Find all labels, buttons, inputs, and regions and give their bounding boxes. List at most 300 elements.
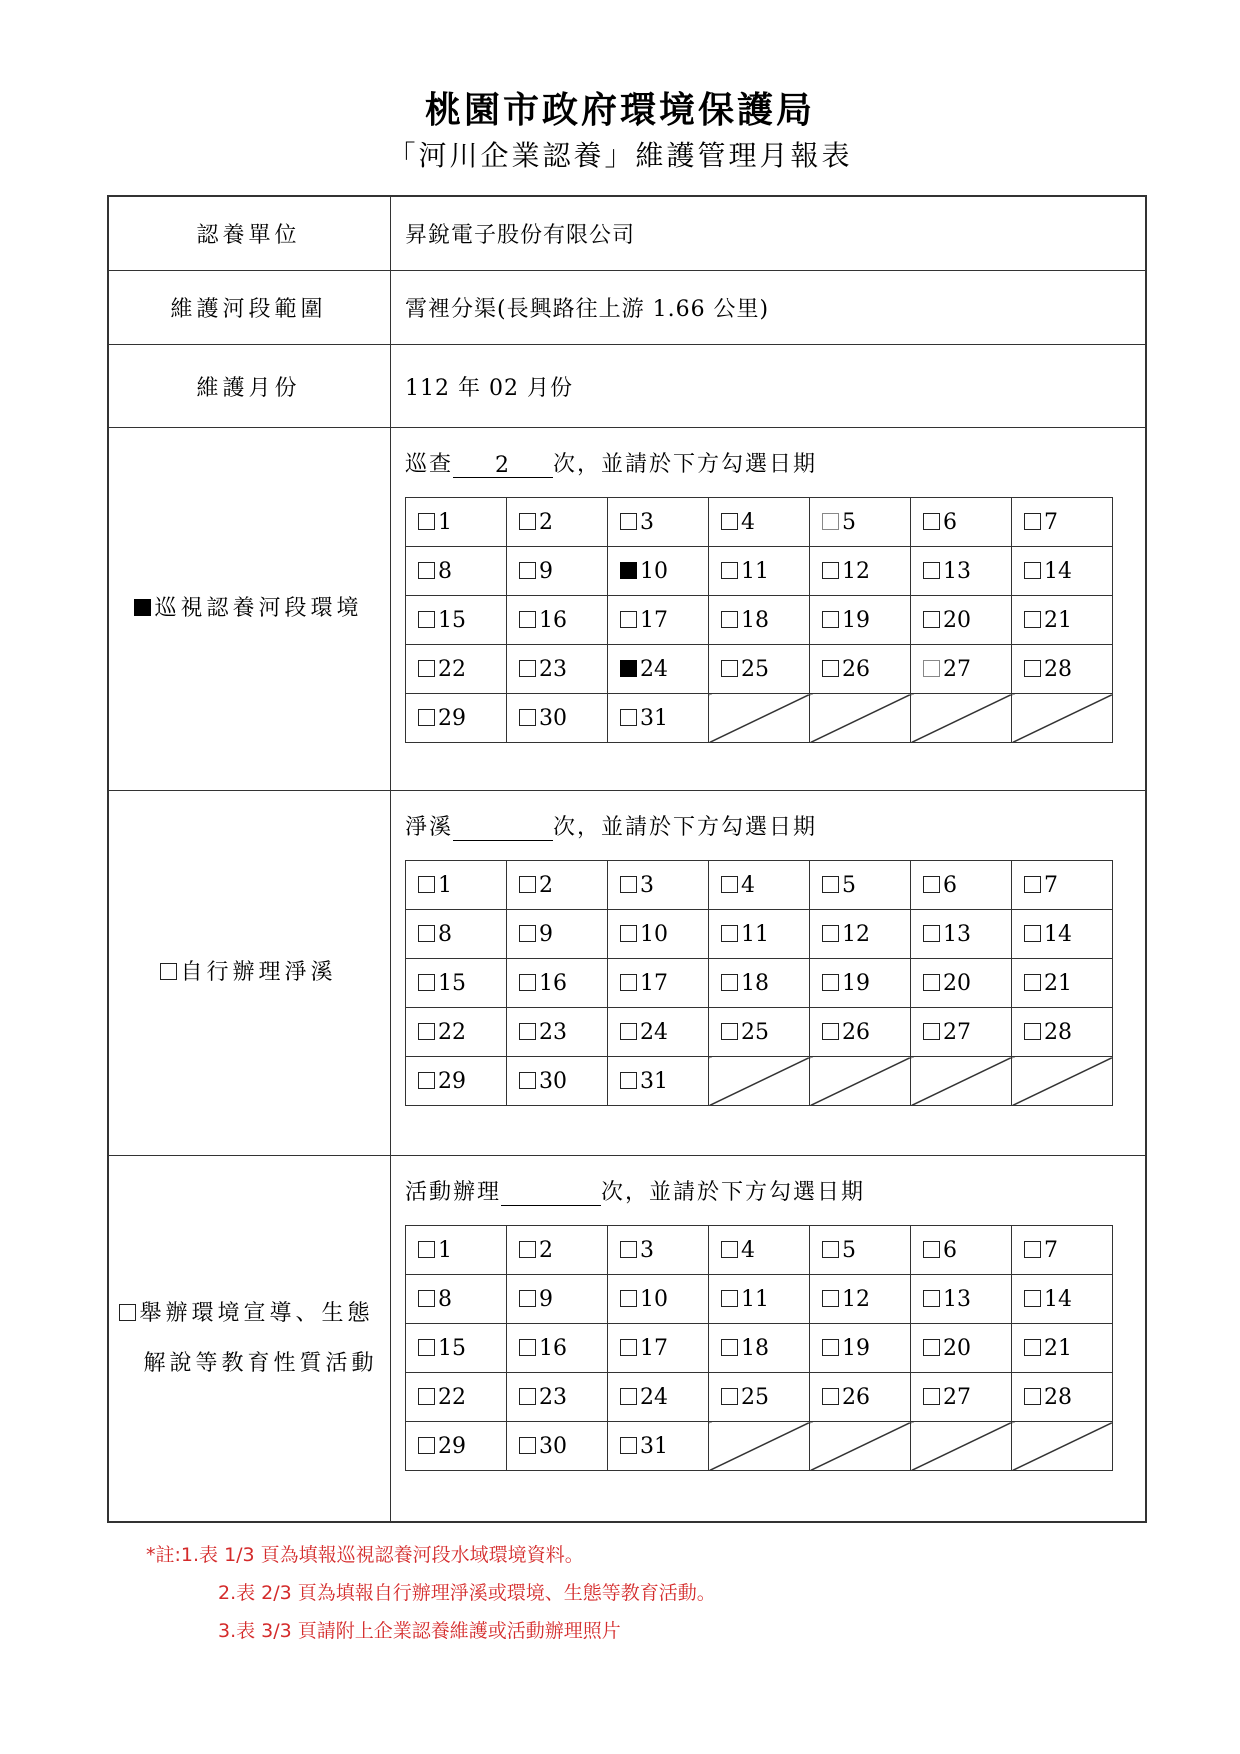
instr-prefix: 巡查 — [405, 452, 454, 477]
date-cell[interactable] — [810, 547, 911, 596]
empty-date-cell — [1012, 694, 1113, 743]
checkbox-icon[interactable] — [822, 974, 839, 991]
checkbox-icon[interactable] — [620, 1339, 637, 1356]
date-cell[interactable] — [1012, 645, 1113, 694]
date-cell[interactable] — [709, 1275, 810, 1324]
checkbox-icon[interactable] — [418, 974, 435, 991]
count-field[interactable]: 2 — [453, 453, 553, 478]
date-label: 22 — [438, 1019, 466, 1045]
checkbox-icon[interactable] — [1024, 611, 1041, 628]
checkbox-icon[interactable] — [519, 709, 536, 726]
date-label: 27 — [943, 1384, 971, 1410]
empty-date-cell — [810, 1057, 911, 1106]
date-cell[interactable] — [608, 1373, 709, 1422]
date-label: 12 — [842, 921, 870, 947]
date-cell[interactable] — [911, 498, 1012, 547]
date-label: 27 — [943, 656, 971, 682]
date-label: 3 — [640, 1237, 654, 1263]
date-cell[interactable] — [709, 596, 810, 645]
date-label: 19 — [842, 970, 870, 996]
date-cell[interactable] — [810, 1275, 911, 1324]
date-label: 12 — [842, 1286, 870, 1312]
checkbox-icon[interactable] — [620, 562, 637, 579]
date-cell[interactable] — [810, 1373, 911, 1422]
date-cell[interactable] — [709, 959, 810, 1008]
date-cell[interactable] — [911, 1275, 1012, 1324]
date-cell[interactable] — [1012, 547, 1113, 596]
date-grid-row — [406, 645, 1113, 694]
date-label: 18 — [741, 607, 769, 633]
checkbox-icon[interactable] — [418, 709, 435, 726]
checkbox-icon[interactable] — [519, 1437, 536, 1454]
page-title: 桃園市政府環境保護局 — [424, 89, 815, 131]
date-grid-row — [406, 1057, 1113, 1106]
checkbox-icon[interactable] — [160, 963, 177, 980]
adopting-unit-value[interactable]: 昇銳電子股份有限公司 — [405, 222, 636, 248]
date-grid-row — [406, 910, 1113, 959]
section-patrol-label — [107, 428, 390, 790]
date-grid — [405, 497, 1113, 743]
checkbox-icon[interactable] — [1024, 1290, 1041, 1307]
count-field[interactable] — [453, 816, 553, 841]
date-cell[interactable] — [608, 1275, 709, 1324]
checkbox-icon[interactable] — [1024, 562, 1041, 579]
date-label: 10 — [640, 1286, 668, 1312]
checkbox-icon[interactable] — [119, 1304, 136, 1321]
date-label: 16 — [539, 970, 567, 996]
checkbox-icon[interactable] — [519, 513, 536, 530]
checkbox-icon[interactable] — [519, 1388, 536, 1405]
date-cell[interactable] — [608, 547, 709, 596]
date-cell[interactable] — [507, 596, 608, 645]
checkbox-icon[interactable] — [620, 925, 637, 942]
date-cell[interactable] — [608, 1422, 709, 1471]
date-cell[interactable] — [507, 910, 608, 959]
section-cleanup-instruction — [405, 810, 817, 841]
date-label: 30 — [539, 1433, 567, 1459]
date-cell[interactable] — [911, 596, 1012, 645]
checkbox-icon[interactable] — [1024, 1339, 1041, 1356]
checkbox-icon[interactable] — [923, 1388, 940, 1405]
checkbox-icon[interactable] — [620, 974, 637, 991]
date-cell[interactable] — [709, 1008, 810, 1057]
date-cell[interactable] — [608, 498, 709, 547]
checkbox-icon[interactable] — [519, 974, 536, 991]
date-cell[interactable] — [911, 1226, 1012, 1275]
checkbox-icon[interactable] — [923, 974, 940, 991]
date-cell[interactable] — [709, 1324, 810, 1373]
date-label: 8 — [438, 558, 452, 584]
date-label: 24 — [640, 656, 668, 682]
date-grid-row — [406, 596, 1113, 645]
maintenance-month-value[interactable]: 112 年 02 月份 — [405, 375, 573, 401]
date-label: 11 — [741, 558, 769, 584]
footnote-2: 2.表 2/3 頁為填報自行辦理淨溪或環境、生態等教育活動。 — [218, 1582, 716, 1604]
checkbox-icon[interactable] — [519, 1241, 536, 1258]
date-label: 14 — [1044, 558, 1072, 584]
date-label: 30 — [539, 705, 567, 731]
date-cell[interactable] — [911, 1373, 1012, 1422]
checkbox-icon[interactable] — [822, 1290, 839, 1307]
checkbox-icon[interactable] — [923, 1339, 940, 1356]
date-cell[interactable] — [507, 547, 608, 596]
date-label: 17 — [640, 970, 668, 996]
date-cell[interactable] — [507, 1373, 608, 1422]
date-label: 25 — [741, 1019, 769, 1045]
date-cell[interactable] — [406, 547, 507, 596]
date-label: 26 — [842, 1019, 870, 1045]
empty-date-cell — [810, 1422, 911, 1471]
date-label: 9 — [539, 921, 553, 947]
checkbox-icon[interactable] — [519, 1072, 536, 1089]
checkbox-icon[interactable] — [822, 513, 839, 530]
section-activity-title-line2: 解說等教育性質活動 — [143, 1351, 378, 1376]
date-cell[interactable] — [709, 498, 810, 547]
date-cell[interactable] — [608, 861, 709, 910]
checkbox-icon[interactable] — [620, 1023, 637, 1040]
date-label: 15 — [438, 607, 466, 633]
section-activity-instruction — [405, 1175, 865, 1206]
date-label: 10 — [640, 558, 668, 584]
date-label: 11 — [741, 921, 769, 947]
date-cell[interactable] — [608, 1008, 709, 1057]
date-cell[interactable] — [406, 694, 507, 743]
date-cell[interactable] — [406, 1422, 507, 1471]
date-cell[interactable] — [709, 1226, 810, 1275]
date-label: 25 — [741, 1384, 769, 1410]
checkbox-icon[interactable] — [418, 1388, 435, 1405]
checkbox-icon[interactable] — [620, 660, 637, 677]
date-cell[interactable] — [810, 959, 911, 1008]
date-cell[interactable] — [810, 910, 911, 959]
checkbox-icon[interactable] — [721, 1388, 738, 1405]
date-cell[interactable] — [406, 645, 507, 694]
date-grid-row — [406, 861, 1113, 910]
date-cell[interactable] — [507, 1226, 608, 1275]
checkbox-icon[interactable] — [923, 876, 940, 893]
date-cell[interactable] — [608, 694, 709, 743]
date-cell[interactable] — [608, 596, 709, 645]
empty-date-cell — [810, 694, 911, 743]
date-label: 29 — [438, 705, 466, 731]
date-cell[interactable] — [406, 1226, 507, 1275]
date-grid — [405, 1225, 1113, 1471]
date-cell[interactable] — [1012, 1324, 1113, 1373]
date-cell[interactable] — [406, 1324, 507, 1373]
date-label: 6 — [943, 509, 957, 535]
instr-prefix: 淨溪 — [405, 815, 454, 840]
checkbox-icon[interactable] — [1024, 513, 1041, 530]
checkbox-icon[interactable] — [721, 1241, 738, 1258]
date-cell[interactable] — [608, 1226, 709, 1275]
checkbox-icon[interactable] — [418, 1023, 435, 1040]
checkbox-icon[interactable] — [822, 660, 839, 677]
checkbox-icon[interactable] — [822, 562, 839, 579]
date-label: 2 — [539, 1237, 553, 1263]
date-label: 21 — [1044, 970, 1072, 996]
checkbox-icon[interactable] — [134, 599, 151, 616]
checkbox-icon[interactable] — [519, 1023, 536, 1040]
checkbox-icon[interactable] — [923, 562, 940, 579]
date-label: 30 — [539, 1068, 567, 1094]
checkbox-icon[interactable] — [822, 925, 839, 942]
date-label: 2 — [539, 872, 553, 898]
date-cell[interactable] — [1012, 1008, 1113, 1057]
checkbox-icon[interactable] — [721, 611, 738, 628]
date-cell[interactable] — [911, 910, 1012, 959]
date-label: 12 — [842, 558, 870, 584]
checkbox-icon[interactable] — [418, 1339, 435, 1356]
checkbox-icon[interactable] — [721, 876, 738, 893]
date-cell[interactable] — [608, 959, 709, 1008]
date-cell[interactable] — [810, 596, 911, 645]
checkbox-icon[interactable] — [418, 660, 435, 677]
date-cell[interactable] — [406, 959, 507, 1008]
checkbox-icon[interactable] — [519, 1339, 536, 1356]
date-cell[interactable] — [1012, 959, 1113, 1008]
date-cell[interactable] — [507, 1057, 608, 1106]
section-cleanup-label — [107, 791, 390, 1155]
empty-date-cell — [1012, 1422, 1113, 1471]
checkbox-icon[interactable] — [822, 1241, 839, 1258]
date-cell[interactable] — [709, 910, 810, 959]
date-label: 28 — [1044, 1019, 1072, 1045]
date-label: 22 — [438, 1384, 466, 1410]
empty-date-cell — [709, 1057, 810, 1106]
date-cell[interactable] — [507, 1008, 608, 1057]
date-cell[interactable] — [911, 1324, 1012, 1373]
date-cell[interactable] — [911, 645, 1012, 694]
date-cell[interactable] — [911, 959, 1012, 1008]
checkbox-icon[interactable] — [519, 611, 536, 628]
date-label: 1 — [438, 1237, 452, 1263]
date-label: 5 — [842, 872, 856, 898]
checkbox-icon[interactable] — [519, 1290, 536, 1307]
date-grid-row — [406, 1422, 1113, 1471]
checkbox-icon[interactable] — [923, 611, 940, 628]
empty-date-cell — [709, 694, 810, 743]
date-cell[interactable] — [608, 645, 709, 694]
date-cell[interactable] — [1012, 1275, 1113, 1324]
checkbox-icon[interactable] — [822, 1339, 839, 1356]
checkbox-icon[interactable] — [822, 1023, 839, 1040]
date-label: 13 — [943, 921, 971, 947]
checkbox-icon[interactable] — [418, 562, 435, 579]
date-cell[interactable] — [911, 1008, 1012, 1057]
date-cell[interactable] — [1012, 498, 1113, 547]
empty-date-cell — [911, 694, 1012, 743]
checkbox-icon[interactable] — [519, 925, 536, 942]
adopting-unit-label: 認養單位 — [196, 222, 301, 248]
date-grid-row — [406, 1275, 1113, 1324]
date-cell[interactable] — [810, 1226, 911, 1275]
checkbox-icon[interactable] — [519, 562, 536, 579]
checkbox-icon[interactable] — [1024, 1023, 1041, 1040]
checkbox-icon[interactable] — [620, 876, 637, 893]
date-cell[interactable] — [810, 1324, 911, 1373]
empty-date-cell — [1012, 1057, 1113, 1106]
checkbox-icon[interactable] — [923, 1290, 940, 1307]
date-cell[interactable] — [1012, 910, 1113, 959]
checkbox-icon[interactable] — [620, 1290, 637, 1307]
date-label: 17 — [640, 1335, 668, 1361]
date-label: 10 — [640, 921, 668, 947]
date-cell[interactable] — [608, 1324, 709, 1373]
date-label: 24 — [640, 1019, 668, 1045]
checkbox-icon[interactable] — [418, 611, 435, 628]
date-label: 1 — [438, 509, 452, 535]
date-cell[interactable] — [810, 645, 911, 694]
checkbox-icon[interactable] — [418, 925, 435, 942]
date-label: 24 — [640, 1384, 668, 1410]
date-label: 3 — [640, 509, 654, 535]
date-grid-row — [406, 1226, 1113, 1275]
checkbox-icon[interactable] — [418, 876, 435, 893]
checkbox-icon[interactable] — [721, 1290, 738, 1307]
river-section-value[interactable]: 霄裡分渠(長興路往上游 1.66 公里) — [405, 297, 770, 322]
date-label: 20 — [943, 607, 971, 633]
checkbox-icon[interactable] — [620, 1241, 637, 1258]
checkbox-icon[interactable] — [923, 660, 940, 677]
date-label: 19 — [842, 607, 870, 633]
date-cell[interactable] — [406, 1057, 507, 1106]
checkbox-icon[interactable] — [923, 513, 940, 530]
checkbox-icon[interactable] — [620, 1437, 637, 1454]
date-cell[interactable] — [1012, 1226, 1113, 1275]
date-cell[interactable] — [507, 1422, 608, 1471]
date-label: 31 — [640, 1068, 668, 1094]
date-label: 9 — [539, 558, 553, 584]
checkbox-icon[interactable] — [923, 1241, 940, 1258]
date-cell[interactable] — [810, 498, 911, 547]
checkbox-icon[interactable] — [418, 513, 435, 530]
date-cell[interactable] — [810, 1008, 911, 1057]
date-label: 20 — [943, 1335, 971, 1361]
date-label: 29 — [438, 1068, 466, 1094]
instr-suffix: 次，並請於下方勾選日期 — [553, 815, 818, 840]
date-cell[interactable] — [406, 1008, 507, 1057]
date-cell[interactable] — [406, 1373, 507, 1422]
date-cell[interactable] — [406, 1275, 507, 1324]
date-cell[interactable] — [1012, 861, 1113, 910]
date-label: 31 — [640, 1433, 668, 1459]
date-cell[interactable] — [507, 498, 608, 547]
instr-suffix: 次，並請於下方勾選日期 — [553, 452, 818, 477]
checkbox-icon[interactable] — [620, 1388, 637, 1405]
date-cell[interactable] — [406, 861, 507, 910]
checkbox-icon[interactable] — [519, 660, 536, 677]
checkbox-icon[interactable] — [721, 1339, 738, 1356]
date-label: 16 — [539, 1335, 567, 1361]
footnote-3: 3.表 3/3 頁請附上企業認養維護或活動辦理照片 — [218, 1620, 621, 1642]
date-cell[interactable] — [406, 910, 507, 959]
count-field[interactable] — [501, 1181, 601, 1206]
checkbox-icon[interactable] — [418, 1437, 435, 1454]
date-cell[interactable] — [608, 1057, 709, 1106]
checkbox-icon[interactable] — [1024, 925, 1041, 942]
date-cell[interactable] — [1012, 596, 1113, 645]
date-cell[interactable] — [709, 645, 810, 694]
date-label: 11 — [741, 1286, 769, 1312]
date-cell[interactable] — [507, 694, 608, 743]
date-label: 26 — [842, 1384, 870, 1410]
checkbox-icon[interactable] — [418, 1290, 435, 1307]
date-cell[interactable] — [911, 861, 1012, 910]
checkbox-icon[interactable] — [721, 974, 738, 991]
checkbox-icon[interactable] — [923, 925, 940, 942]
checkbox-icon[interactable] — [620, 513, 637, 530]
date-label: 16 — [539, 607, 567, 633]
date-label: 4 — [741, 1237, 755, 1263]
date-cell[interactable] — [810, 861, 911, 910]
date-cell[interactable] — [911, 547, 1012, 596]
checkbox-icon[interactable] — [721, 660, 738, 677]
checkbox-icon[interactable] — [620, 1072, 637, 1089]
checkbox-icon[interactable] — [721, 562, 738, 579]
checkbox-icon[interactable] — [822, 876, 839, 893]
checkbox-icon[interactable] — [1024, 1388, 1041, 1405]
date-label: 23 — [539, 656, 567, 682]
date-label: 15 — [438, 1335, 466, 1361]
date-cell[interactable] — [507, 645, 608, 694]
date-label: 20 — [943, 970, 971, 996]
date-cell[interactable] — [709, 1373, 810, 1422]
date-cell[interactable] — [406, 498, 507, 547]
checkbox-icon[interactable] — [721, 513, 738, 530]
date-cell[interactable] — [507, 1275, 608, 1324]
date-label: 18 — [741, 970, 769, 996]
checkbox-icon[interactable] — [1024, 876, 1041, 893]
river-section-label: 維護河段範圍 — [170, 297, 327, 322]
date-cell[interactable] — [507, 1324, 608, 1373]
date-cell[interactable] — [507, 861, 608, 910]
checkbox-icon[interactable] — [923, 1023, 940, 1040]
date-label: 7 — [1044, 509, 1058, 535]
checkbox-icon[interactable] — [519, 876, 536, 893]
date-cell[interactable] — [608, 910, 709, 959]
page-subtitle: 「河川企業認養」維護管理月報表 — [387, 139, 853, 172]
section-patrol-instruction — [405, 447, 817, 478]
checkbox-icon[interactable] — [1024, 1241, 1041, 1258]
checkbox-icon[interactable] — [822, 611, 839, 628]
date-cell[interactable] — [507, 959, 608, 1008]
checkbox-icon[interactable] — [1024, 974, 1041, 991]
date-label: 22 — [438, 656, 466, 682]
date-label: 31 — [640, 705, 668, 731]
date-grid — [405, 860, 1113, 1106]
checkbox-icon[interactable] — [620, 709, 637, 726]
date-label: 13 — [943, 1286, 971, 1312]
checkbox-icon[interactable] — [1024, 660, 1041, 677]
date-grid-row — [406, 1008, 1113, 1057]
date-label: 7 — [1044, 1237, 1058, 1263]
date-label: 5 — [842, 1237, 856, 1263]
date-label: 17 — [640, 607, 668, 633]
date-cell[interactable] — [1012, 1373, 1113, 1422]
date-cell[interactable] — [709, 547, 810, 596]
date-label: 21 — [1044, 1335, 1072, 1361]
date-cell[interactable] — [406, 596, 507, 645]
section-patrol-title: 巡視認養河段環境 — [154, 596, 363, 621]
date-grid-row — [406, 694, 1113, 743]
date-cell[interactable] — [709, 861, 810, 910]
checkbox-icon[interactable] — [721, 925, 738, 942]
checkbox-icon[interactable] — [822, 1388, 839, 1405]
checkbox-icon[interactable] — [721, 1023, 738, 1040]
checkbox-icon[interactable] — [418, 1241, 435, 1258]
checkbox-icon[interactable] — [620, 611, 637, 628]
checkbox-icon[interactable] — [418, 1072, 435, 1089]
